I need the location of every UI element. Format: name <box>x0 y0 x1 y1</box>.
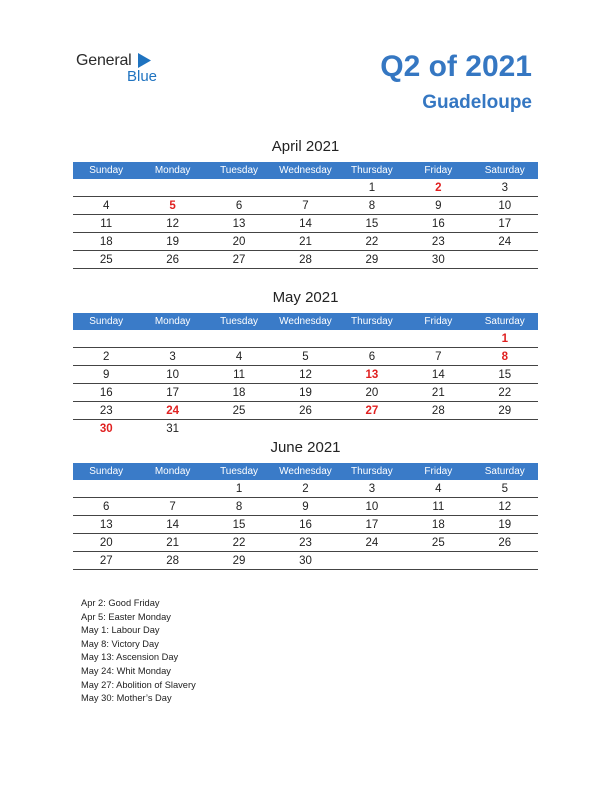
day-cell: 30 <box>99 422 113 435</box>
calendar-body <box>73 179 538 269</box>
day-cell <box>206 179 272 197</box>
day-cell <box>206 330 272 348</box>
day-cell: 17 <box>472 215 538 233</box>
weekday-header: Friday <box>405 463 471 480</box>
day-cell: 14 <box>272 215 338 233</box>
day-cell: 13 <box>206 215 272 233</box>
day-cell: 30 <box>405 251 471 269</box>
day-cell: 6 <box>339 348 405 366</box>
day-cell: 7 <box>272 197 338 215</box>
day-cell: 10 <box>139 366 205 384</box>
day-cell: 9 <box>272 498 338 516</box>
day-cell: 16 <box>405 215 471 233</box>
day-cell: 23 <box>272 534 338 552</box>
day-cell <box>472 420 538 438</box>
day-cell: 10 <box>472 197 538 215</box>
week-row <box>73 420 538 438</box>
day-cell: 1 <box>206 480 272 498</box>
week-row <box>73 366 538 384</box>
day-cell: 15 <box>339 215 405 233</box>
month-june <box>73 439 538 570</box>
weekday-header: Saturday <box>472 162 538 179</box>
holiday-item: May 8: Victory Day <box>81 638 159 649</box>
day-cell: 21 <box>139 534 205 552</box>
weekday-header: Monday <box>139 162 205 179</box>
day-cell: 14 <box>405 366 471 384</box>
day-cell: 16 <box>272 516 338 534</box>
weekday-header: Monday <box>139 313 205 330</box>
day-cell: 3 <box>339 480 405 498</box>
holiday-item: Apr 5: Easter Monday <box>81 611 171 622</box>
weekday-header: Thursday <box>339 162 405 179</box>
weekday-header: Wednesday <box>272 162 338 179</box>
day-cell <box>139 330 205 348</box>
day-cell: 6 <box>73 498 139 516</box>
holiday-item: May 1: Labour Day <box>81 625 160 636</box>
day-cell: 19 <box>472 516 538 534</box>
week-row <box>73 498 538 516</box>
day-cell <box>206 420 272 438</box>
day-cell: 2 <box>272 480 338 498</box>
day-cell <box>73 330 139 348</box>
holiday-item: May 30: Mother’s Day <box>81 693 172 704</box>
day-cell: 27 <box>339 402 405 420</box>
brand-logo <box>76 52 176 88</box>
day-cell <box>339 330 405 348</box>
weekday-header-row <box>73 162 538 179</box>
day-cell <box>339 552 405 570</box>
day-cell: 7 <box>139 498 205 516</box>
day-cell: 20 <box>73 534 139 552</box>
day-cell: 22 <box>472 384 538 402</box>
month-april <box>73 138 538 269</box>
weekday-header: Tuesday <box>206 313 272 330</box>
day-cell: 23 <box>405 233 471 251</box>
day-cell: 11 <box>405 498 471 516</box>
day-cell <box>73 480 139 498</box>
day-cell: 14 <box>139 516 205 534</box>
weekday-header: Tuesday <box>206 463 272 480</box>
day-cell: 28 <box>405 402 471 420</box>
weekday-header: Saturday <box>472 463 538 480</box>
day-cell: 8 <box>472 348 538 366</box>
month-may <box>73 289 538 437</box>
logo-text-blue: Blue <box>127 68 158 85</box>
logo-text-general: General <box>76 52 132 69</box>
day-cell: 3 <box>472 179 538 197</box>
day-cell: 9 <box>73 366 139 384</box>
day-cell: 18 <box>206 384 272 402</box>
day-cell: 1 <box>472 330 538 348</box>
day-cell: 25 <box>206 402 272 420</box>
day-cell: 5 <box>139 197 205 215</box>
country-name: Guadeloupe <box>422 92 532 113</box>
day-cell: 3 <box>139 348 205 366</box>
week-row <box>73 233 538 251</box>
day-cell: 9 <box>405 197 471 215</box>
day-cell: 19 <box>272 384 338 402</box>
day-cell <box>73 179 139 197</box>
day-cell: 8 <box>206 498 272 516</box>
calendar-body <box>73 480 538 570</box>
day-cell: 20 <box>206 233 272 251</box>
day-cell: 29 <box>206 552 272 570</box>
calendar-table <box>73 313 538 437</box>
weekday-header: Monday <box>139 463 205 480</box>
weekday-header: Sunday <box>73 463 139 480</box>
day-cell: 20 <box>339 384 405 402</box>
day-cell: 5 <box>272 348 338 366</box>
weekday-header: Tuesday <box>206 162 272 179</box>
day-cell <box>405 420 471 438</box>
day-cell: 4 <box>405 480 471 498</box>
weekday-header: Saturday <box>472 313 538 330</box>
day-cell <box>339 420 405 438</box>
day-cell <box>405 552 471 570</box>
day-cell: 17 <box>139 384 205 402</box>
weekday-header: Thursday <box>339 463 405 480</box>
weekday-header: Wednesday <box>272 313 338 330</box>
calendar-body <box>73 330 538 437</box>
weekday-header: Sunday <box>73 313 139 330</box>
day-cell: 18 <box>405 516 471 534</box>
day-cell: 11 <box>206 366 272 384</box>
day-cell: 11 <box>73 215 139 233</box>
day-cell: 2 <box>405 179 471 197</box>
month-title: June 2021 <box>270 439 341 456</box>
week-row <box>73 516 538 534</box>
weekday-header: Friday <box>405 313 471 330</box>
day-cell <box>139 480 205 498</box>
day-cell: 24 <box>472 233 538 251</box>
day-cell: 26 <box>139 251 205 269</box>
holiday-item: May 24: Whit Monday <box>81 665 171 676</box>
day-cell: 12 <box>139 215 205 233</box>
day-cell: 15 <box>206 516 272 534</box>
day-cell: 4 <box>73 197 139 215</box>
weekday-header-row <box>73 463 538 480</box>
day-cell: 30 <box>272 552 338 570</box>
day-cell: 27 <box>73 552 139 570</box>
day-cell: 22 <box>206 534 272 552</box>
week-row <box>73 552 538 570</box>
week-row <box>73 480 538 498</box>
weekday-header: Wednesday <box>272 463 338 480</box>
logo-flag-icon <box>138 53 151 68</box>
day-cell: 18 <box>73 233 139 251</box>
day-cell <box>472 251 538 269</box>
week-row <box>73 348 538 366</box>
day-cell: 6 <box>206 197 272 215</box>
day-cell: 12 <box>272 366 338 384</box>
day-cell: 24 <box>339 534 405 552</box>
day-cell: 16 <box>73 384 139 402</box>
day-cell: 28 <box>139 552 205 570</box>
weekday-header: Friday <box>405 162 471 179</box>
day-cell: 22 <box>339 233 405 251</box>
day-cell: 21 <box>272 233 338 251</box>
day-cell <box>272 179 338 197</box>
day-cell: 1 <box>339 179 405 197</box>
day-cell <box>272 420 338 438</box>
day-cell: 29 <box>472 402 538 420</box>
day-cell: 12 <box>472 498 538 516</box>
day-cell: 17 <box>339 516 405 534</box>
page-title: Q2 of 2021 <box>380 50 532 83</box>
day-cell <box>272 330 338 348</box>
week-row <box>73 215 538 233</box>
weekday-header: Thursday <box>339 313 405 330</box>
week-row <box>73 251 538 269</box>
day-cell <box>139 179 205 197</box>
week-row <box>73 197 538 215</box>
day-cell: 25 <box>73 251 139 269</box>
week-row <box>73 402 538 420</box>
day-cell: 31 <box>166 422 180 435</box>
day-cell: 2 <box>73 348 139 366</box>
day-cell: 28 <box>272 251 338 269</box>
day-cell: 26 <box>272 402 338 420</box>
day-cell: 8 <box>339 197 405 215</box>
day-cell: 13 <box>339 366 405 384</box>
week-row <box>73 384 538 402</box>
day-cell: 10 <box>339 498 405 516</box>
day-cell: 7 <box>405 348 471 366</box>
day-cell <box>405 330 471 348</box>
day-cell: 25 <box>405 534 471 552</box>
holiday-item: May 27: Abolition of Slavery <box>81 679 196 690</box>
day-cell: 13 <box>73 516 139 534</box>
day-cell <box>472 552 538 570</box>
holiday-list <box>81 597 196 706</box>
day-cell: 23 <box>73 402 139 420</box>
day-cell: 19 <box>139 233 205 251</box>
day-cell: 21 <box>405 384 471 402</box>
day-cell: 15 <box>472 366 538 384</box>
day-cell: 29 <box>339 251 405 269</box>
day-cell: 27 <box>206 251 272 269</box>
weekday-header-row <box>73 313 538 330</box>
holiday-item: Apr 2: Good Friday <box>81 598 160 608</box>
week-row <box>73 330 538 348</box>
holiday-item: May 13: Ascension Day <box>81 652 179 663</box>
calendar-table <box>73 463 538 570</box>
weekday-header: Sunday <box>73 162 139 179</box>
day-cell: 26 <box>472 534 538 552</box>
day-cell: 4 <box>206 348 272 366</box>
week-row <box>73 179 538 197</box>
week-row <box>73 534 538 552</box>
day-cell: 24 <box>139 402 205 420</box>
month-title: May 2021 <box>272 289 339 306</box>
month-title: April 2021 <box>271 138 340 155</box>
day-cell: 5 <box>472 480 538 498</box>
calendar-table <box>73 162 538 269</box>
